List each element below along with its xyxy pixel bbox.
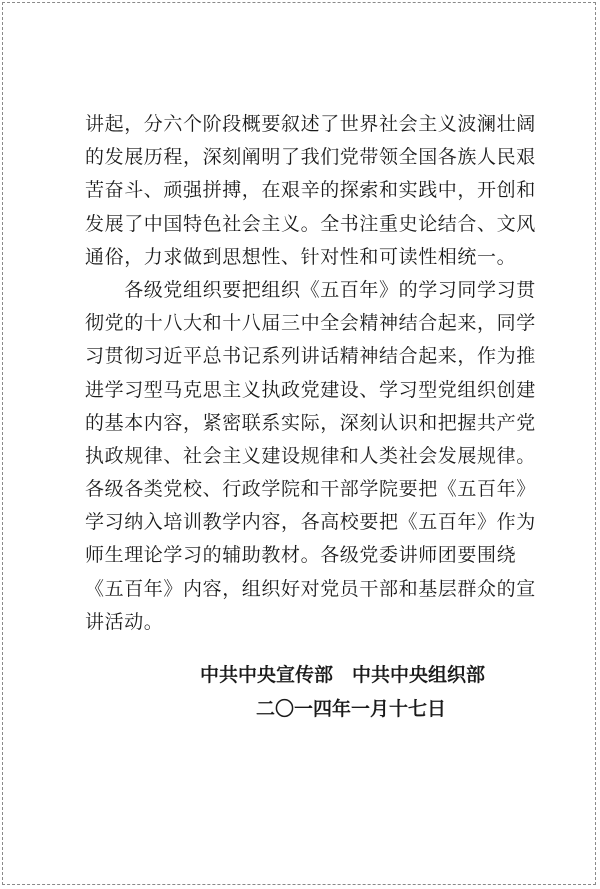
text-line: 的发展历程，深刻阐明了我们党带领全国各族人民艰 (85, 146, 536, 169)
body-text (85, 108, 536, 639)
text-line: 发展了中国特色社会主义。全书注重史论结合、文风 (85, 212, 536, 235)
text-line: 习贯彻习近平总书记系列讲话精神结合起来，作为推 (85, 345, 536, 368)
text-line: 苦奋斗、顽强拼搏，在艰辛的探索和实践中，开创和 (85, 179, 536, 202)
text-line: 师生理论学习的辅助教材。各级党委讲师团要围绕 (85, 544, 517, 567)
text-line: 《五百年》内容，组织好对党员干部和基层群众的宣 (85, 577, 536, 600)
text-line: 讲起，分六个阶段概要叙述了世界社会主义波澜壮阔 (85, 113, 536, 135)
text-line: 彻党的十八大和十八届三中全会精神结合起来，同学 (85, 312, 536, 335)
text-line: 各级党组织要把组织《五百年》的学习同学习贯 (85, 278, 536, 301)
signature-block (0, 658, 600, 726)
text-line: 通俗，力求做到思想性、针对性和可读性相统一。 (85, 245, 517, 268)
text-line: 执政规律、社会主义建设规律和人类社会发展规律。 (85, 444, 536, 467)
signature-organizations: 中共中央宣传部 中共中央组织部 (200, 664, 486, 686)
text-line: 的基本内容，紧密联系实际，深刻认识和把握共产党 (85, 411, 536, 434)
text-line: 进学习型马克思主义执政党建设、学习型党组织创建 (85, 378, 536, 401)
text-line: 各级各类党校、行政学院和干部学院要把《五百年》 (85, 478, 536, 501)
text-line: 学习纳入培训教学内容，各高校要把《五百年》作为 (85, 511, 536, 534)
signature-date: 二〇一四年一月十七日 (256, 698, 447, 720)
text-line: 讲活动。 (85, 610, 164, 633)
